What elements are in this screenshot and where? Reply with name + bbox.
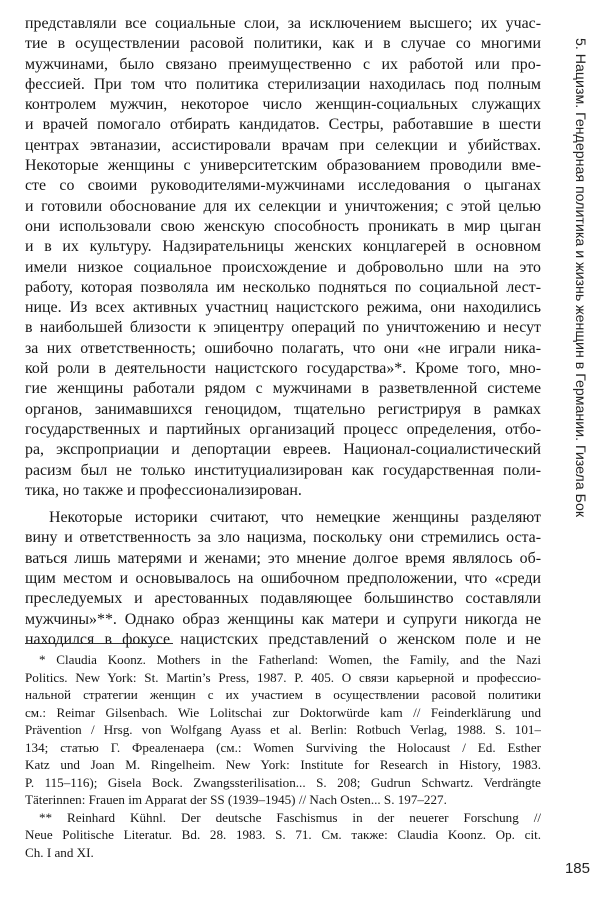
text-line: Некоторые женщины с университетским образованием проводили вме-	[25, 157, 541, 175]
text-line: представляли все социальные слои, за исключением высшего; их учас-	[25, 15, 541, 32]
text-line: кой роли в деятельности нацистского государства»*. Кроме того, мно-	[25, 360, 541, 378]
footnote-line: ** Reinhard Kühnl. Der deutsche Faschismus in der neuerer Forschung //	[39, 809, 541, 825]
footnote-rule	[25, 643, 173, 644]
text-line: сте со своими руководителями-мужчинами исследования о цыганах	[25, 177, 541, 195]
text-line: тика, но также и профессионализирован.	[25, 481, 302, 499]
footnote-line: Neue Politische Literatur. Bd. 28. 1983. S. 71. См. также: Claudia Koonz. Op. cit.	[25, 827, 541, 842]
footnote-line: Katz und Joan M. Ringelheim. New York: Institute for Research in History, 1983.	[25, 757, 541, 772]
text-line: центрах эвтаназии, ассистировали врачам при селекции и убийствах.	[25, 136, 541, 154]
text-line: вину и ответственность за зло нацизма, поскольку они стремились оста-	[25, 529, 541, 547]
text-line: ваться лишь матерями и женами; это мнение долгое время являлось об-	[25, 549, 541, 567]
text-line: преследуемых и арестованных подавляющее большинство составляли	[25, 590, 541, 608]
footnote-line: см.: Reimar Gilsenbach. Wie Lolitschai zur Doktorwürde kam // Feinderklärung und	[25, 704, 541, 720]
main-text	[25, 14, 541, 650]
text-line: Некоторые историки считают, что немецкие женщины разделяют	[49, 509, 541, 527]
text-line: мужчинами, было связано преимущественно с их работой или про-	[25, 55, 541, 73]
footnote-line: 134; статью Г. Фреаленаера (см.: Women Surviving the Holocaust / Ed. Esther	[25, 739, 541, 755]
text-line: щим местом и основывалось на ошибочном предположении, что «среди	[25, 570, 541, 588]
text-line: ра, экспроприации и депортации евреев. Национал-социалистический	[25, 441, 541, 459]
running-head-text: 5. Нацизм. Гендерная политика и жизнь женщин в Германии. Гизела Бок	[572, 38, 588, 518]
text-line: государственных и партийных организаций процесс определения, отбо-	[25, 420, 541, 438]
text-line: и врачей помогало отбирать кандидатов. Сестры, работавшие в шести	[25, 116, 541, 134]
text-line: в наибольшей близости к эпицентру операций по уничтожению и несут	[25, 319, 541, 337]
footnote-line: Täterinnen: Frauen im Apparat der SS (1939–1945) // Nach Osten... S. 197–227.	[25, 792, 447, 807]
page-number: 185	[564, 860, 590, 877]
text-line: тие в осуществлении расовой политики, как и в случае со многими	[25, 35, 541, 53]
text-line: находился в фокусе нацистских представлений о женском поле и не	[25, 630, 541, 648]
text-line: работу, которая позволяла им несколько подняться по социальной лест-	[25, 278, 541, 296]
footnote-line: Ch. I and XI.	[25, 844, 94, 860]
running-head	[569, 38, 591, 536]
footnotes	[25, 651, 541, 861]
text-line: контролем мужчин, некоторое число женщин-социальных служащих	[25, 96, 541, 114]
text-line: и готовили обоснование для их селекции и уничтожения; с этой целью	[25, 197, 541, 215]
text-line: органов, занимавшихся геноцидом, тщательно регистрируя в рамках	[25, 400, 541, 418]
text-line: гие женщины работали рядом с мужчинами в разветвленной системе	[25, 380, 541, 398]
text-line: нице. Из всех активных участниц нацистского режима, они находились	[25, 299, 541, 317]
footnote-line: нальной стратегии женщин с их участием в осуществлении расовой политики	[25, 687, 541, 702]
footnote-line: * Claudia Koonz. Mothers in the Fatherland: Women, the Family, and the Nazi	[39, 652, 541, 667]
text-line: фессией. При том что политика стерилизации находилась под полным	[25, 75, 541, 93]
footnote-line: Prävention / Hrsg. von Wolfgang Ayass et al. Berlin: Rotbuch Verlag, 1988. S. 101–	[25, 722, 541, 737]
text-line: они использовали свою женскую способность проникать в мир цыган	[25, 217, 541, 235]
text-line: и в их культуру. Надзирательницы женских концлагерей в основном	[25, 238, 541, 256]
text-line: имели низкое социальное происхождение и добровольно шли на это	[25, 258, 541, 276]
text-line: мужчины»**. Однако образ женщины как матери и супруги никогда не	[25, 610, 541, 628]
footnote-line: P. 115–116); Gisela Bock. Zwangssterilisation... S. 208; Gudrun Schwartz. Verdrängte	[25, 774, 541, 790]
text-line: расизм был не только институциализирован как государственная поли-	[25, 461, 541, 479]
text-line: за них ответственность; ошибочно полагать, что они «не играли ника-	[25, 339, 541, 357]
footnote-line: Politics. New York: St. Martin’s Press, 1987. P. 405. О связи карьерной и профессио-	[25, 669, 541, 685]
paragraph-gap	[25, 501, 541, 508]
